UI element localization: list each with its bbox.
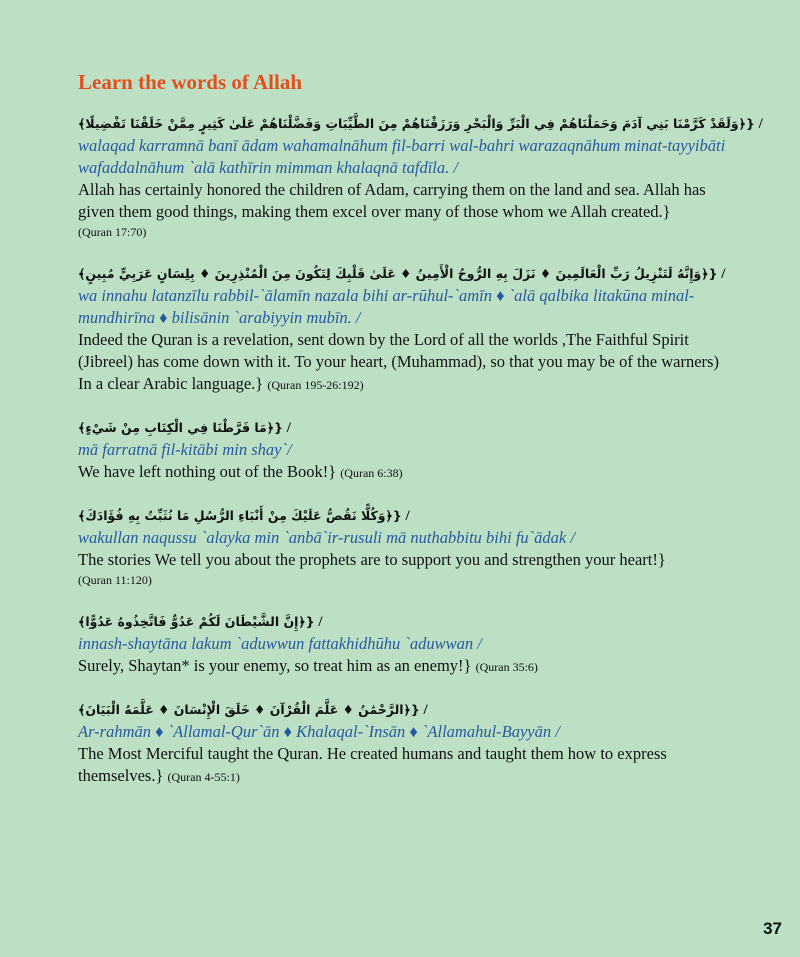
verse-block: [78, 699, 778, 787]
arabic-verse-line: [78, 699, 778, 721]
transliteration: Ar-rahmān ♦ `Allamal-Qur`ān ♦ Khalaqal-`Insān ♦ `Allamahul-Bayyān /: [78, 722, 560, 741]
arabic-verse-line: [78, 113, 778, 135]
arabic-verse: {﴿وَإِنَّهُ لَتَنْزِيلُ رَبِّ الْعَالَمِينَ ♦ نَزَلَ بِهِ الرُّوحُ الْأَمِينُ ♦ عَلَىٰ قَلْبِكَ لِتَكُونَ مِنَ الْمُنْذِرِينَ ♦ بِلِسَانٍ عَرَبِيٍّ مُبِينٍ﴾: [78, 266, 718, 281]
translation: In a clear Arabic language.}: [78, 374, 264, 393]
arabic-verse-line: [78, 611, 778, 633]
translation: We have left nothing out of the Book!}: [78, 462, 337, 481]
transliteration: mundhirīna ♦ bilisānin `arabiyyin mubīn. /: [78, 308, 361, 327]
verse-reference: (Quran 35:6): [475, 660, 538, 674]
translation: The stories We tell you about the prophets are to support you and strengthen your heart!}: [78, 550, 666, 569]
verse-reference: (Quran 11:120): [78, 573, 152, 587]
translation-with-ref: [78, 373, 778, 395]
verse-block: [78, 505, 778, 589]
translation: (Jibreel) has come down with it. To your heart, (Muhammad), so that you may be of the warners): [78, 352, 719, 371]
verses-list: [78, 113, 778, 809]
translation: themselves.}: [78, 766, 164, 785]
verse-block: [78, 417, 778, 483]
arabic-verse-line: [78, 263, 778, 285]
arabic-verse: {﴿وَلَقَدْ كَرَّمْنَا بَنِي آدَمَ وَحَمَلْنَاهُمْ فِي الْبَرِّ وَالْبَحْرِ وَرَزَقْنَاهُمْ مِنَ الطَّيِّبَاتِ وَفَضَّلْنَاهُمْ عَلَىٰ كَثِيرٍ مِمَّنْ خَلَقْنَا تَفْضِيلًا﴾: [78, 116, 755, 131]
translation: given them good things, making them excel over many of those whom we Allah created.}: [78, 202, 671, 221]
page-title: Learn the words of Allah: [78, 70, 303, 94]
page-number: 37: [763, 919, 782, 938]
translation-with-ref: [78, 461, 778, 483]
separator-slash: /: [758, 116, 763, 132]
verse-reference: (Quran 17:70): [78, 225, 147, 239]
verse-block: [78, 263, 778, 395]
translation: Allah has certainly honored the children of Adam, carrying them on the land and sea. Allah has: [78, 180, 706, 199]
transliteration: innash-shaytāna lakum `aduwwun fattakhidhūhu `aduwwan /: [78, 634, 482, 653]
arabic-verse-line: [78, 417, 778, 439]
transliteration: wafaddalnāhum `alā kathīrin mimman khalaqnā tafdīla. /: [78, 158, 458, 177]
arabic-verse: {﴿وَكُلًّا نَقُصُّ عَلَيْكَ مِنْ أَنْبَاءِ الرُّسُلِ مَا نُثَبِّتُ بِهِ فُؤَادَكَ﴾: [78, 508, 402, 523]
transliteration: wakullan naqussu `alayka min `anbā`ir-rusuli mā nuthabbitu bihi fu`ādak /: [78, 528, 575, 547]
transliteration: walaqad karramnā banī ādam wahamalnāhum fil-barri wal-bahri warazaqnāhum minat-tayyibāti: [78, 136, 726, 155]
separator-slash: /: [405, 508, 410, 524]
transliteration: wa innahu latanzīlu rabbil-`ālamīn nazala bihi ar-rūhul-`amīn ♦ `alā qalbika litakūna minal-: [78, 286, 695, 305]
arabic-verse-line: [78, 505, 778, 527]
translation: Indeed the Quran is a revelation, sent down by the Lord of all the worlds ,The Faithful Spirit: [78, 330, 689, 349]
separator-slash: /: [423, 702, 428, 718]
separator-slash: /: [286, 420, 291, 436]
translation: Surely, Shaytan* is your enemy, so treat him as an enemy!}: [78, 656, 472, 675]
translation: The Most Merciful taught the Quran. He created humans and taught them how to express: [78, 744, 667, 763]
verse-block: [78, 113, 778, 241]
arabic-verse: {﴿إِنَّ الشَّيْطَانَ لَكُمْ عَدُوٌّ فَاتَّخِذُوهُ عَدُوًّا﴾: [78, 614, 315, 629]
translation-with-ref: [78, 765, 778, 787]
separator-slash: /: [721, 266, 726, 282]
verse-reference: (Quran 6:38): [340, 466, 403, 480]
verse-reference: (Quran 4-55:1): [167, 770, 240, 784]
verse-block: [78, 611, 778, 677]
translation-with-ref: [78, 655, 778, 677]
separator-slash: /: [318, 614, 323, 630]
verse-reference: (Quran 195-26:192): [267, 378, 364, 392]
arabic-verse: {﴿مَا فَرَّطْنَا فِي الْكِتَابِ مِنْ شَيْءٍ﴾: [78, 420, 284, 435]
arabic-verse: {﴿الرَّحْمَٰنُ ♦ عَلَّمَ الْقُرْآنَ ♦ خَلَقَ الْإِنْسَانَ ♦ عَلَّمَهُ الْبَيَانَ﴾: [78, 702, 420, 717]
transliteration: mā farratnā fil-kitābi min shay`/: [78, 440, 292, 459]
